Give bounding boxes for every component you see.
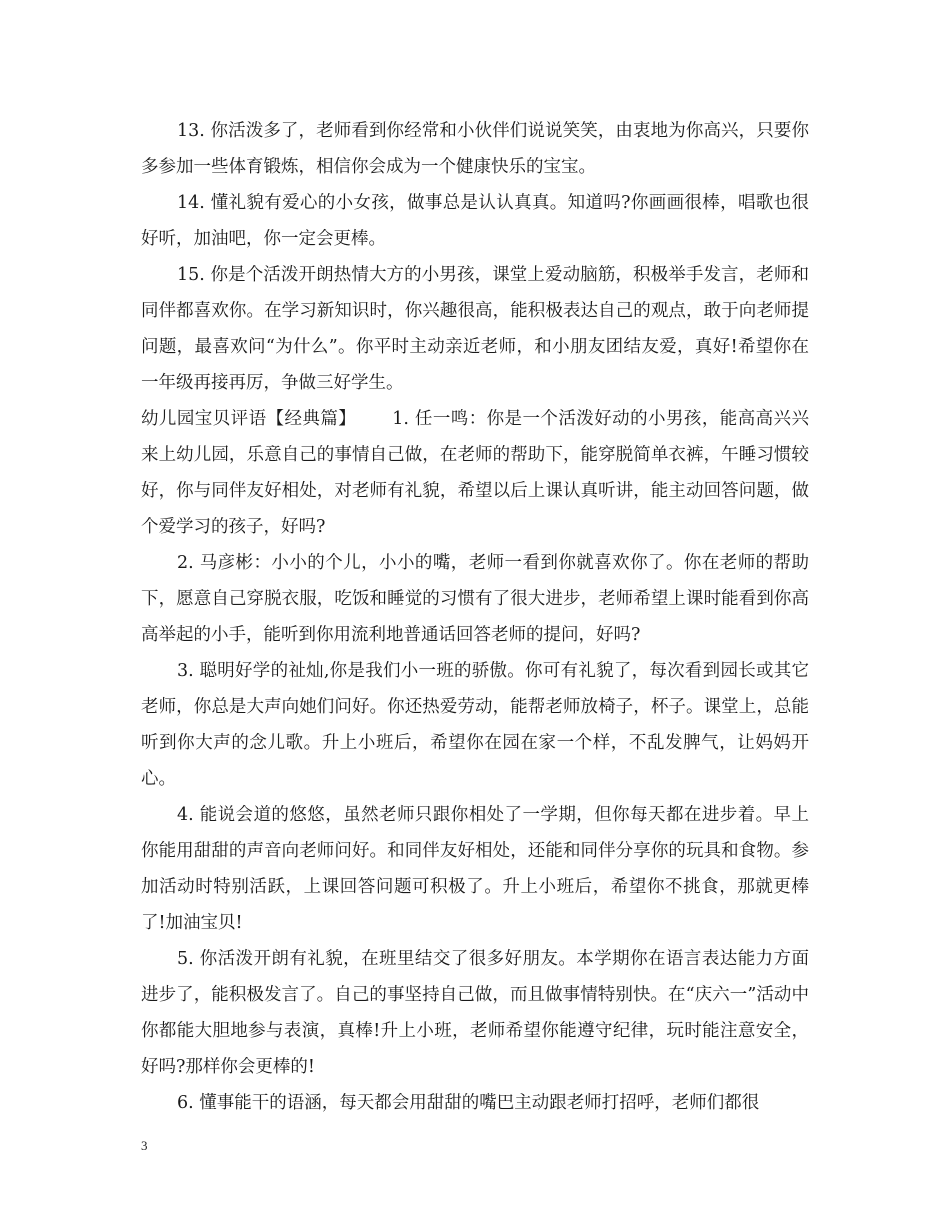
paragraph-item-1: 1. 任一鸣：你是一个活泼好动的小男孩，能高高兴兴来上幼儿园，乐意自己的事情自己做，在老师的帮助下，能穿脱简单衣裤，午睡习惯较好，你与同伴友好相处，对老师有礼貌，希望以后上课认真听讲，能主动回答问题，做个爱学习的孩子，好吗? [141, 409, 809, 537]
paragraph-15: 15. 你是个活泼开朗热情大方的小男孩，课堂上爱动脑筋，积极举手发言，老师和同伴都喜欢你。在学习新知识时，你兴趣很高，能积极表达自己的观点，敢于向老师提问题，最喜欢问“为什么”。你平时主动亲近老师，和小朋友团结友爱，真好!希望你在一年级再接再厉，争做三好学生。 [141, 265, 809, 393]
paragraph-item-4: 4. 能说会道的悠悠，虽然老师只跟你相处了一学期，但你每天都在进步着。早上你能用甜甜的声音向老师问好。和同伴友好相处，还能和同伴分享你的玩具和食物。参加活动时特别活跃，上课回答问题可积极了。升上小班后，希望你不挑食，那就更棒了!加油宝贝! [141, 805, 809, 933]
paragraph-item-6: 6. 懂事能干的语涵，每天都会用甜甜的嘴巴主动跟老师打招呼，老师们都很 [177, 1093, 760, 1113]
document-body [141, 113, 809, 1121]
page-number: 3 [141, 1138, 148, 1153]
paragraph-13: 13. 你活泼多了，老师看到你经常和小伙伴们说说笑笑，由衷地为你高兴，只要你多参加一些体育锻炼，相信你会成为一个健康快乐的宝宝。 [141, 121, 809, 177]
paragraph-item-2: 2. 马彦彬：小小的个儿，小小的嘴，老师一看到你就喜欢你了。你在老师的帮助下，愿意自己穿脱衣服，吃饭和睡觉的习惯有了很大进步，老师希望上课时能看到你高高举起的小手，能听到你用流利地普通话回答老师的提问，好吗? [141, 553, 809, 645]
paragraph-item-5: 5. 你活泼开朗有礼貌，在班里结交了很多好朋友。本学期你在语言表达能力方面进步了，能积极发言了。自己的事坚持自己做，而且做事情特别快。在“庆六一”活动中你都能大胆地参与表演，真棒!升上小班，老师希望你能遵守纪律，玩时能注意安全，好吗?那样你会更棒的! [141, 949, 809, 1077]
section-start [141, 401, 809, 545]
section-heading: 幼儿园宝贝评语【经典篇】 [141, 409, 357, 429]
paragraph-item-3: 3. 聪明好学的祉灿,你是我们小一班的骄傲。你可有礼貌了，每次看到园长或其它老师，你总是大声向她们问好。你还热爱劳动，能帮老师放椅子，杯子。课堂上，总能听到你大声的念儿歌。升上小班后，希望你在园在家一个样，不乱发脾气，让妈妈开心。 [141, 661, 809, 789]
paragraph-14: 14. 懂礼貌有爱心的小女孩，做事总是认认真真。知道吗?你画画很棒，唱歌也很好听，加油吧，你一定会更棒。 [141, 193, 809, 249]
